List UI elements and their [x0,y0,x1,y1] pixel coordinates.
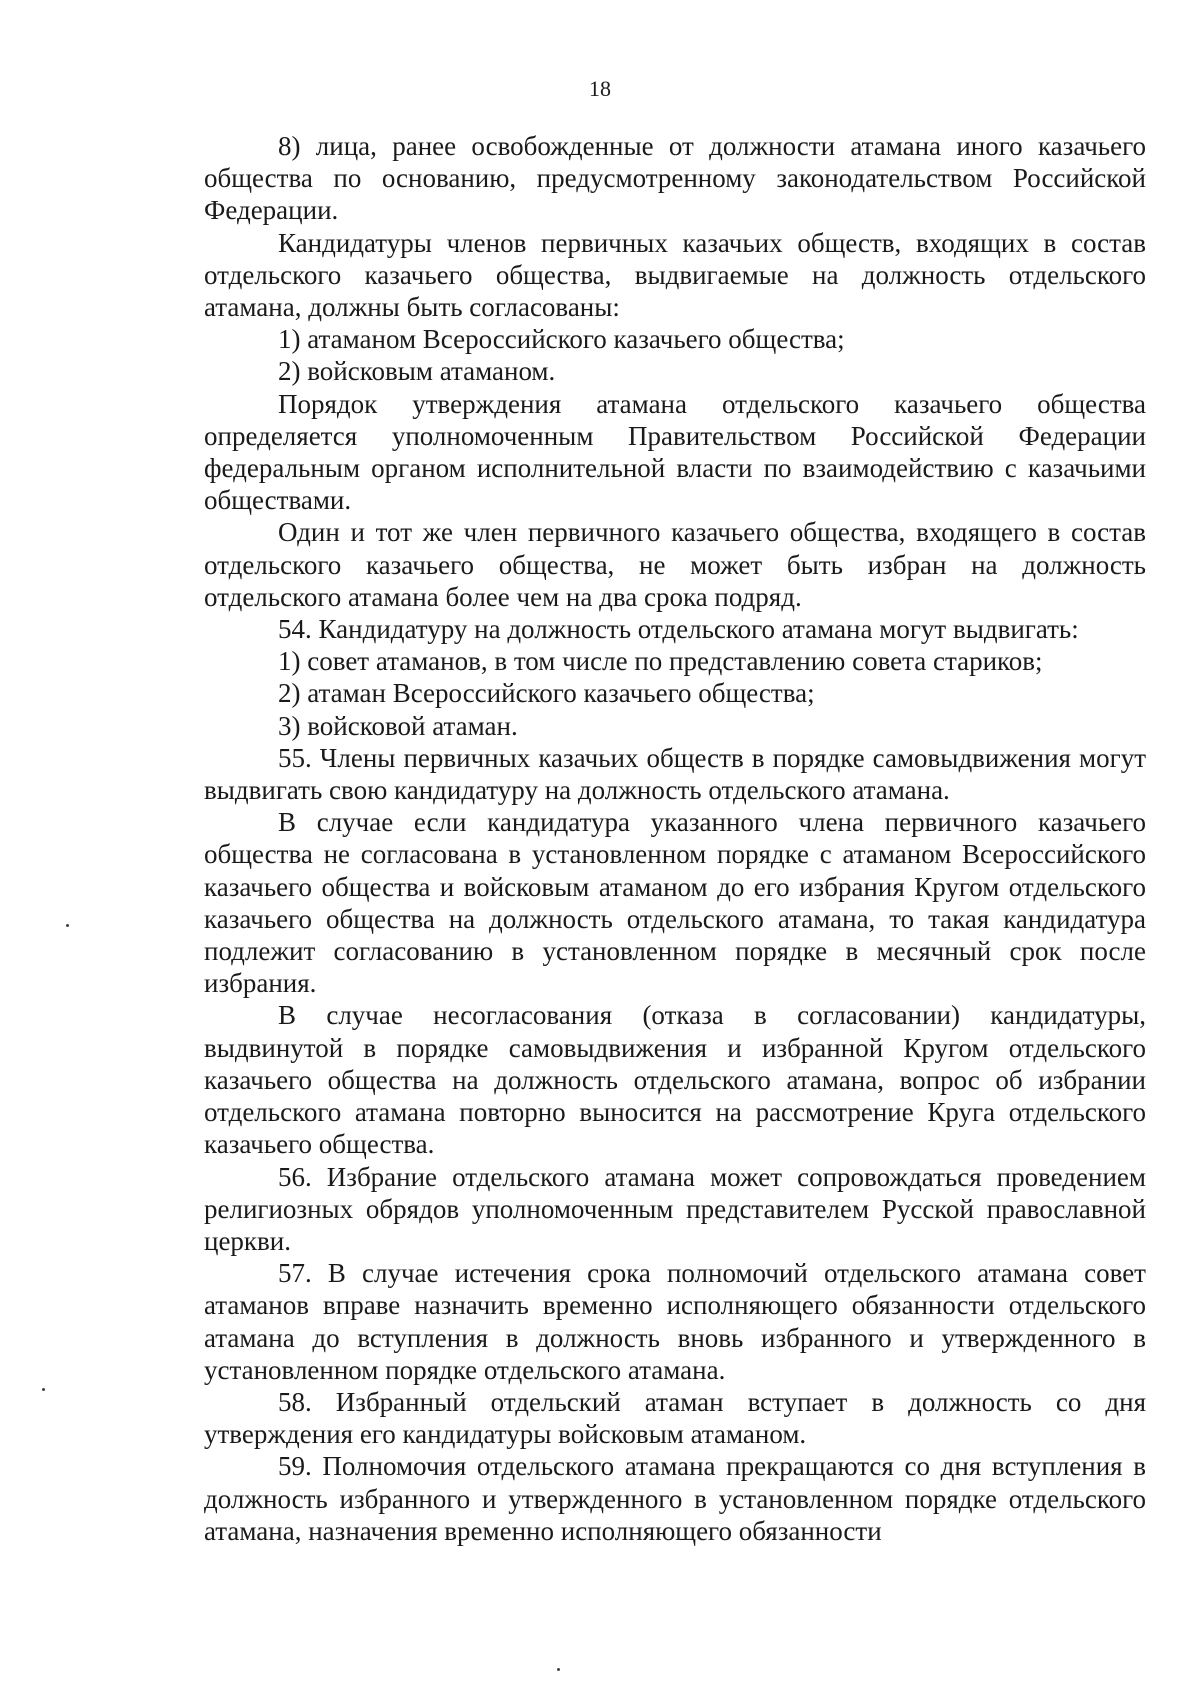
clause-56: 56. Избрание отдельского атамана может сопровождаться проведением религиозных обрядов уполномоченным представителем Русской православной церкви. [204,1161,1146,1256]
clause-55: 55. Члены первичных казачьих обществ в порядке самовыдвижения могут выдвигать свою кандидатуру на должность отдельского атамана. [204,742,1146,806]
paragraph: В случае если кандидатура указанного члена первичного казачьего общества не согласована в установленном порядке с атаманом Всероссийского казачьего общества и войсковым атаманом до его избрания Кругом отдельского казачьего общества на должность отдельского атамана, то такая кандидатура подлежит согласованию в установленном порядке в месячный срок после избрания. [204,807,1146,999]
paragraph: Порядок утверждения атамана отдельского казачьего общества определяется уполномоченным Правительством Российской Федерации федеральным органом исполнительной власти по взаимодействию с казачьими обществами. [204,388,1146,516]
list-item: 1) атаманом Всероссийского казачьего общества; [278,324,845,355]
clause-59: 59. Полномочия отдельского атамана прекращаются со дня вступления в должность избранного и утвержденного в установленном порядке отдельского атамана, назначения временно исполняющего обязанности [204,1451,1146,1546]
scan-speck [66,924,69,927]
scan-speck [557,1668,560,1671]
paragraph: Один и тот же член первичного казачьего общества, входящего в состав отдельского казачьего общества, не может быть избран на должность отдельского атамана более чем на два срока подряд. [204,517,1146,612]
paragraph: Кандидатуры членов первичных казачьих обществ, входящих в состав отдельского казачьего общества, выдвигаемые на должность отдельского атамана, должны быть согласованы: [204,227,1146,323]
page-number: 18 [589,76,611,101]
clause-57: 57. В случае истечения срока полномочий отдельского атамана совет атаманов вправе назначить временно исполняющего обязанности отдельского атамана до вступления в должность вновь избранного и утвержденного в установленном порядке отдельского атамана. [204,1258,1146,1385]
paragraph: 8) лица, ранее освобожденные от должности атамана иного казачьего общества по основанию, предусмотренному законодательством Российской Федерации. [204,131,1146,226]
list-item: 3) войсковой атаман. [278,710,518,741]
clause-54: 54. Кандидатуру на должность отдельского атамана могут выдвигать: [278,614,1079,645]
list-item: 2) войсковым атаманом. [278,356,556,387]
list-item: 1) совет атаманов, в том числе по представлению совета стариков; [278,646,1043,677]
document-body [204,130,1146,1547]
scan-speck [42,1388,45,1391]
list-item: 2) атаман Всероссийского казачьего общества; [278,678,815,709]
paragraph: В случае несогласования (отказа в согласовании) кандидатуры, выдвинутой в порядке самовыдвижения и избранной Кругом отдельского казачьего общества на должность отдельского атамана, вопрос об избрании отдельского атамана повторно выносится на рассмотрение Круга отдельского казачьего общества. [204,1000,1146,1160]
clause-58: 58. Избранный отдельский атаман вступает в должность со дня утверждения его кандидатуры войсковым атаманом. [204,1386,1146,1450]
